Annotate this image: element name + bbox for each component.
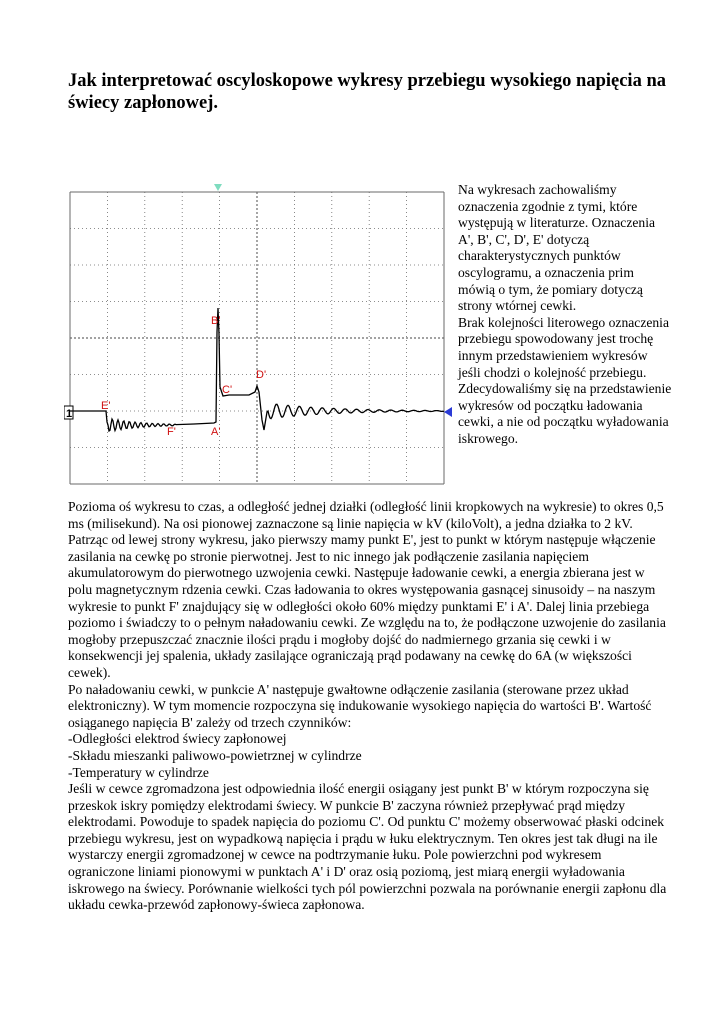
side-paragraph: Na wykresach zachowaliśmy oznaczenia zgodnie z tymi, które występują w literaturze. Oznaczenia A', B', C', D', E' dotyczą charakterystycznych punktów oscylogramu, a oznaczenia prim mówią o tym, że pomiary dotyczą strony wtórnej cewki. (458, 182, 656, 314)
point-label-a: A' (211, 426, 221, 438)
level-marker-icon (444, 407, 452, 417)
point-label-e: E' (101, 400, 111, 412)
body-list-item: -Odległości elektrod świecy zapłonowej (68, 731, 287, 747)
page-title: Jak interpretować oscyloskopowe wykresy przebiegu wysokiego napięcia na świecy zapłonowej. (68, 71, 666, 113)
body-text (68, 499, 668, 914)
oscilloscope-chart (64, 182, 454, 490)
body-list-item: -Temperatury w cylindrze (68, 764, 209, 780)
body-paragraph: Patrząc od lewej strony wykresu, jako pierwszy mamy punkt E', jest to punkt w którym następuje włączenie zasilania na cewkę po stronie pierwotnej. Jest to nic innego jak podłączenie zasilania napięciem akumulatorowym do pierwotnego uzwojenia cewki. Następuje ładowanie cewki, a energia zbierana jest w polu magnetycznym rdzenia cewki. Czas ładowania to okres występowania gasnącej sinusoidy – na naszym wykresie to punkt F' znajdujący się w odległości około 60% między punktami E' i A'. Dalej linia przebiega poziomo i świadczy to o pełnym naładowaniu cewki. Ze względu na to, że podłączone uzwojenie do zasilania mogłoby przepuszczać znacznie ilości prądu i mogłoby dojść do nadmiernego grzania się cewki i w konsekwencji jej spalenia, układy zasilające ograniczają prąd podawany na cewkę do 6A (w większości cewek). (68, 532, 666, 680)
channel-marker-label: 1 (66, 408, 73, 420)
side-description (458, 182, 673, 448)
trigger-marker-icon (214, 184, 222, 191)
point-label-f: F' (167, 426, 176, 438)
body-paragraph: Jeśli w cewce zgromadzona jest odpowiednia ilość energii osiągany jest punkt B' w którym rozpoczyna się przeskok iskry pomiędzy elektrodami świecy. W punkcie B' zaczyna również przepływać prąd między elektrodami. Powoduje to spadek napięcia do poziomu C'. Od punktu C' możemy obserwować płaski odcinek przebiegu wykresu, jest on wypadkową napięcia i prądu w łuku elektrycznym. Ten okres jest tak długi na ile wystarczy energii zgromadzonej w cewce na podtrzymanie łuku. Pole powierzchni pod wykresem ograniczone liniami pionowymi w punktach A' i D' oraz osią poziomą, jest miarą energii wyładowania iskrowego na świecy. Porównanie wielkości tych pól powierzchni pozwala na porównanie energii zapłonu dla układu cewka-przewód zapłonowy-świeca zapłonowa. (68, 781, 667, 913)
point-label-d: D' (256, 369, 267, 381)
body-paragraph: Po naładowaniu cewki, w punkcie A' następuje gwałtowne odłączenie zasilania (sterowane przez układ elektroniczny). W tym momencie rozpoczyna się indukowanie wysokiego napięcia do wartości B'. Wartość osiąganego napięcia B' zależy od trzech czynników: (68, 681, 652, 730)
side-paragraph: Brak kolejności literowego oznaczenia przebiegu spowodowany jest trochę innym przedstawieniem wykresów jeśli chodzi o kolejność przebiegu. Zdecydowaliśmy się na przedstawienie wykresów od początku ładowania cewki, a nie od początku wyładowania iskrowego. (458, 314, 672, 446)
point-label-c: C' (222, 384, 233, 396)
body-paragraph: Pozioma oś wykresu to czas, a odległość jednej działki (odległość linii kropkowych na wykresie) to okres 0,5 ms (milisekund). Na osi pionowej zaznaczone są linie napięcia w kV (kiloVolt), a jedna działka to 2 kV. (68, 499, 664, 531)
scope-grid (70, 192, 444, 484)
body-list-item: -Składu mieszanki paliwowo-powietrznej w cylindrze (68, 747, 362, 763)
point-label-b: B' (211, 315, 221, 327)
